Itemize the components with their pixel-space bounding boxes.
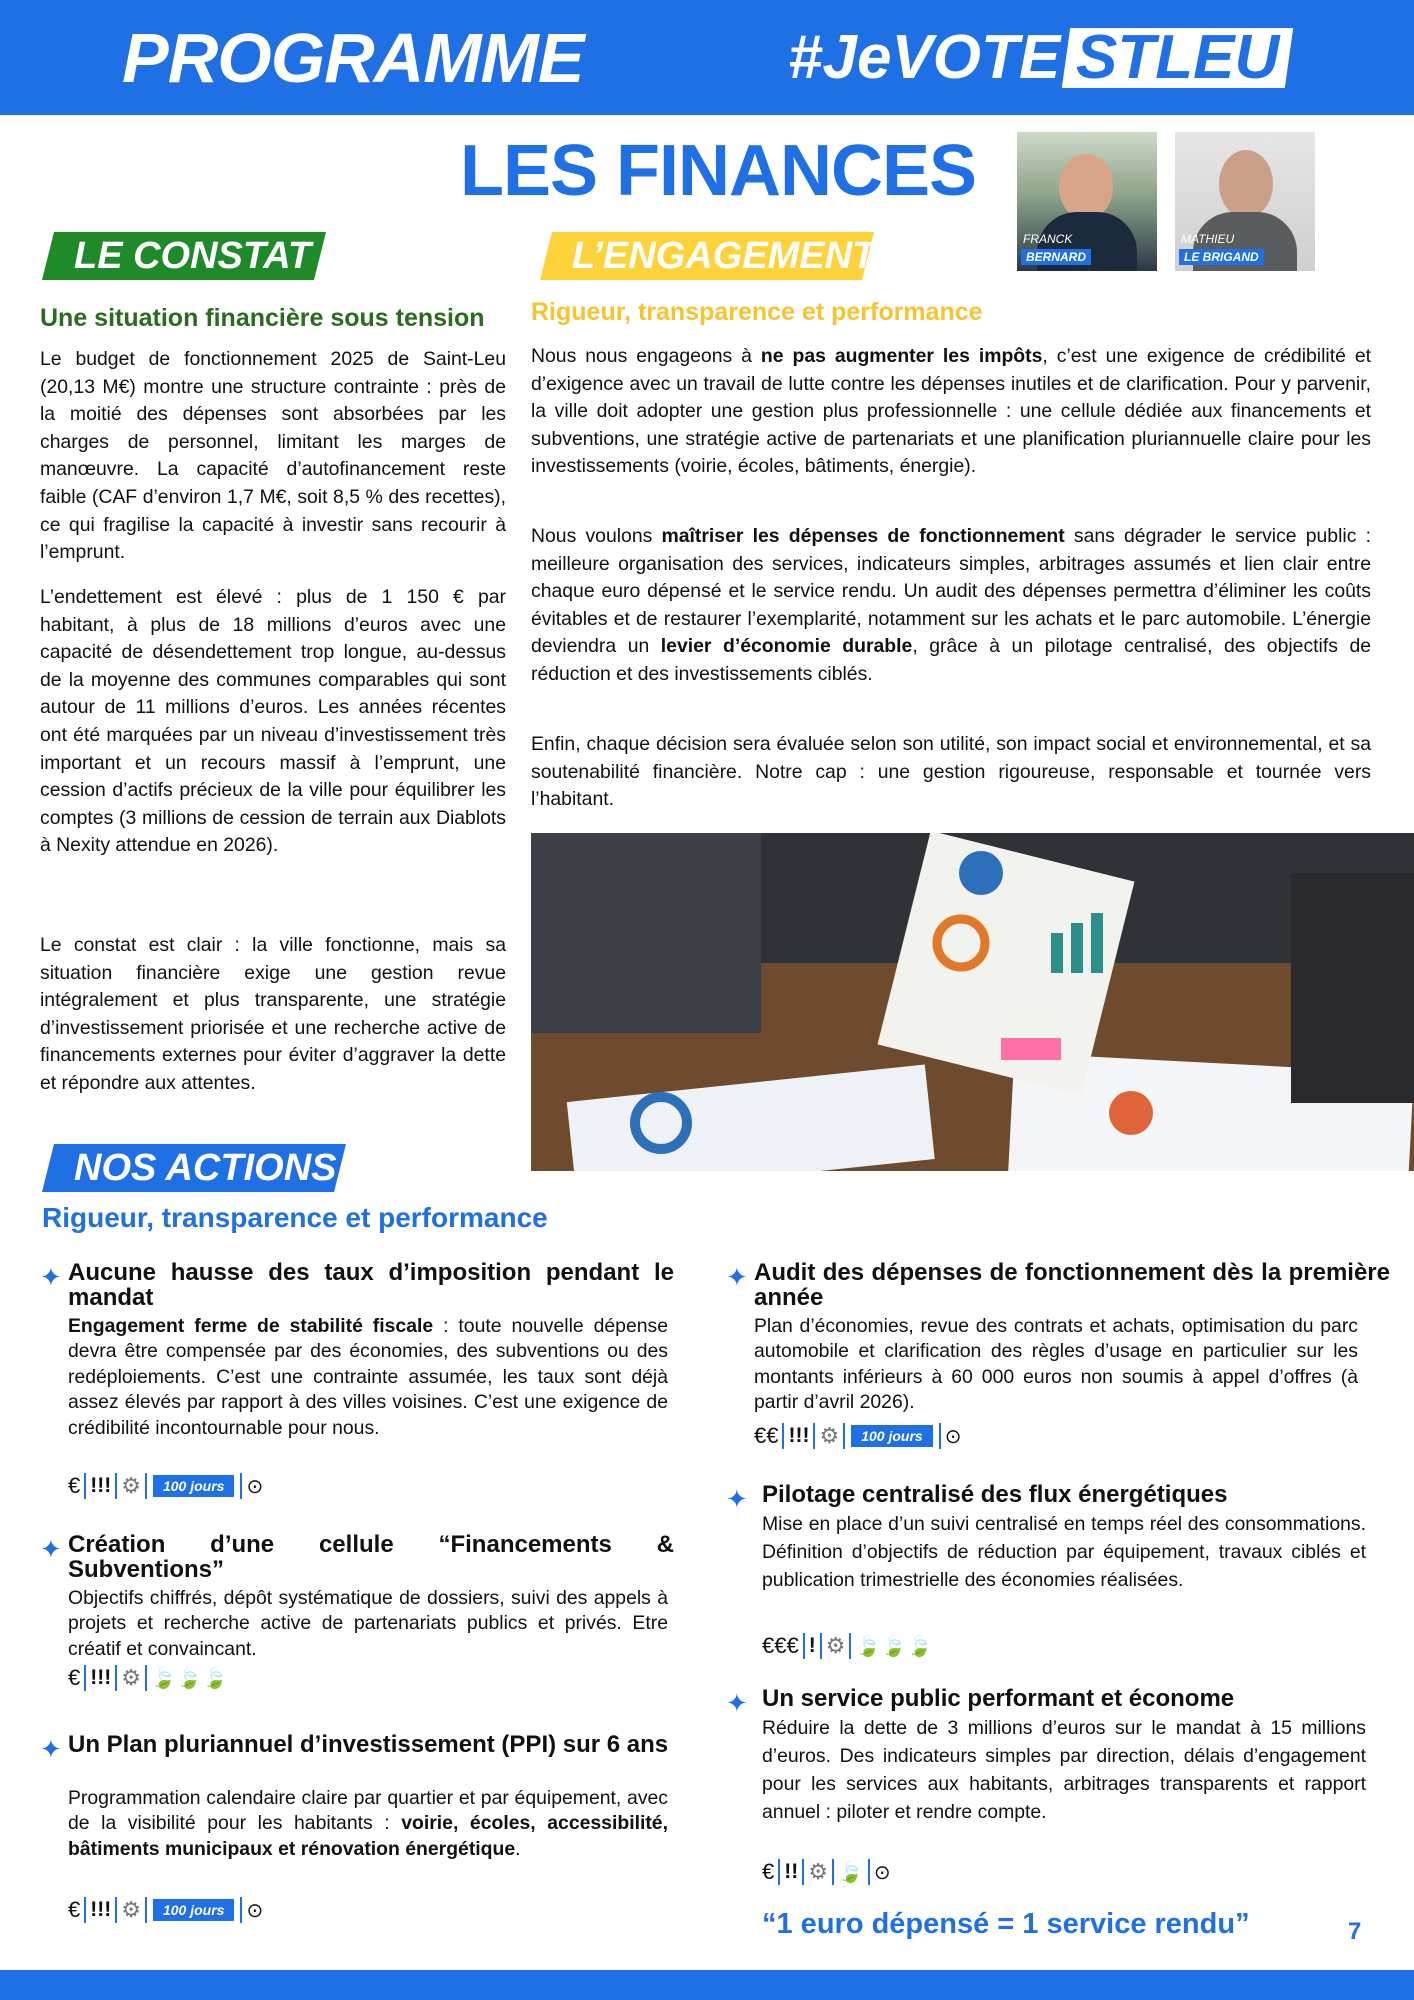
star-icon: ✦ — [726, 1484, 748, 1514]
target-icon: ⊙ — [944, 1425, 962, 1448]
cost-indicator: € — [762, 1859, 775, 1884]
engagement-subtitle: Rigueur, transparence et performance — [531, 298, 983, 326]
gear-icon: ⚙ — [121, 1665, 141, 1690]
timeline-badge: 100 jours — [153, 1475, 234, 1497]
leaf-icon: 🍃 — [837, 1861, 864, 1884]
target-icon: ⊙ — [246, 1475, 264, 1498]
constat-paragraph-3: Le constat est clair : la ville fonctionne, mais sa situation financière exige une gestion revue intégralement et plus transparente, une stratégie d’investissement priorisée et une recherche active de financements externes pour éviter d’aggraver la dette et répondre aux attentes. — [40, 934, 506, 1094]
star-icon: ✦ — [40, 1534, 62, 1564]
gear-icon: ⚙ — [819, 1423, 840, 1448]
engagement-paragraph-2: Nous voulons maîtriser les dépenses de fonctionnement sans dégrader le service public : meilleure organisation des services, indicateurs simples, arbitrages assumés et lien clair entre chaque euro dépensé et le service rendu. Un audit des dépenses permettra d’éliminer les coûts évitables et de restaurer l’exemplarité, notamment sur les achats et le parc automobile. L’énergie deviendra un levier d’économie durable, grâce à un pilotage centralisé, des objectifs de réduction et des investissements ciblés. — [531, 525, 1372, 685]
candidate-head — [1059, 154, 1113, 220]
candidate-last-name: LE BRIGAND — [1179, 249, 1264, 265]
constat-paragraph-2: L’endettement est élevé : plus de 1 150 € par habitant, à plus de 18 millions d’euros avec une capacité de désendettement trop longue, au-dessus de la moyenne des communes comparables qui sont autour de 11 millions d’euros. Les années récentes ont été marquées par un niveau d’investissement très important et un recours massif à l’emprunt, une cession d’actifs précieux de la ville pour équilibrer les comptes (3 millions de cession de terrain aux Diablots à Nexity attendue en 2026). — [40, 586, 506, 857]
gear-icon: ⚙ — [121, 1897, 141, 1922]
action-title: Création d’une cellule “Financements & Subventions” — [68, 1531, 674, 1583]
action-text: Engagement ferme de stabilité fiscale : toute nouvelle dépense devra être compensée par des économies, des subventions ou des redéploiements. C’est une contrainte assumée, les taux sont déjà assez élevés par rapport à des villes voisines. C’est une exigence de crédibilité incontournable pour nous. — [68, 1315, 669, 1439]
leaf-icon: 🍃🍃🍃 — [150, 1667, 229, 1690]
hashtag-box — [1062, 23, 1294, 92]
cost-indicator: €€€ — [762, 1633, 799, 1658]
action-text: Mise en place d’un suivi centralisé en temps réel des consommations. Définition d’objectifs de réduction par équipement, travaux ciblés et publication trimestrielle des économies réalisées. — [762, 1513, 1366, 1591]
actions-banner — [42, 1144, 346, 1192]
campaign-hashtag — [788, 22, 1289, 93]
meeting-illustration — [531, 833, 1414, 1171]
action-title: Pilotage centralisé des flux énergétiques — [762, 1481, 1228, 1508]
programme-title: PROGRAMME — [122, 19, 584, 97]
action-icons — [762, 1632, 933, 1660]
leaf-icon: 🍃🍃🍃 — [855, 1635, 934, 1658]
star-icon: ✦ — [726, 1262, 748, 1292]
actions-subtitle: Rigueur, transparence et performance — [42, 1202, 548, 1233]
urgency-indicator: ! — [808, 1634, 816, 1657]
urgency-indicator: !!! — [90, 1666, 112, 1689]
target-icon: ⊙ — [873, 1861, 891, 1884]
candidate-photo-le-brigand — [1175, 132, 1315, 271]
timeline-badge: 100 jours — [851, 1425, 932, 1447]
hashtag-prefix: #JeVOTE — [788, 23, 1061, 92]
engagement-banner — [540, 232, 874, 280]
gear-icon: ⚙ — [121, 1473, 141, 1498]
timeline-badge: 100 jours — [153, 1899, 234, 1921]
candidate-first-name: MATHIEU — [1181, 232, 1235, 246]
constat-banner — [42, 232, 326, 280]
hashtag-box-text: STLEU — [1076, 23, 1280, 92]
star-icon: ✦ — [726, 1688, 748, 1718]
action-title: Un service public performant et économe — [762, 1685, 1235, 1712]
slogan-quote: “1 euro dépensé = 1 service rendu” — [762, 1908, 1250, 1940]
candidate-head — [1219, 150, 1273, 218]
constat-subtitle: Une situation financière sous tension — [40, 304, 485, 332]
page-number: 7 — [1348, 1918, 1362, 1945]
engagement-banner-text: L’ENGAGEMENT — [572, 235, 876, 277]
star-icon: ✦ — [40, 1734, 62, 1764]
constat-paragraph-1: Le budget de fonctionnement 2025 de Saint-Leu (20,13 M€) montre une structure contrainte : près de la moitié des dépenses sont absorbées par les charges de personnel, limitant les marges de manœuvre. La capacité d’autofinancement reste faible (CAF d’environ 1,7 M€, soit 8,5 % des recettes), ce qui fragilise la capacité à investir sans recourir à l’emprunt. — [40, 348, 506, 564]
action-icons — [68, 1896, 263, 1924]
cost-indicator: € — [68, 1665, 81, 1690]
action-text: Réduire la dette de 3 millions d’euros sur le mandat à 15 millions d’euros. Des indicateurs simples par direction, délais d’engagement pour les services aux habitants, arbitrages transparents et rapport annuel : piloter et rendre compte. — [762, 1717, 1366, 1823]
candidate-last-name: BERNARD — [1021, 249, 1091, 265]
urgency-indicator: !! — [784, 1860, 799, 1883]
gear-icon: ⚙ — [808, 1859, 828, 1884]
actions-banner-text: NOS ACTIONS — [74, 1147, 337, 1189]
target-icon: ⊙ — [246, 1899, 264, 1922]
cost-indicator: € — [68, 1473, 81, 1498]
action-text: Objectifs chiffrés, dépôt systématique de dossiers, suivi des appels à projets et recherche active de partenariats publics et privés. Etre créatif et convaincant. — [68, 1587, 668, 1660]
candidate-photo-bernard — [1017, 132, 1157, 271]
finance-meeting-photo — [531, 833, 1414, 1171]
action-title: Aucune hausse des taux d’imposition pendant le mandat — [68, 1259, 674, 1311]
urgency-indicator: !!! — [90, 1474, 112, 1497]
urgency-indicator: !!! — [788, 1424, 810, 1447]
cost-indicator: €€ — [754, 1423, 779, 1448]
star-icon: ✦ — [40, 1262, 62, 1292]
action-icons — [762, 1858, 891, 1886]
page-title: LES FINANCES — [460, 131, 977, 211]
action-title: Un Plan pluriannuel d’investissement (PPI) sur 6 ans — [68, 1731, 669, 1758]
action-title: Audit des dépenses de fonctionnement dès la première année — [754, 1259, 1390, 1311]
action-text: Programmation calendaire claire par quartier et par équipement, avec de la visibilité pour les habitants : voirie, écoles, accessibilité, bâtiments municipaux et rénovation énergétique. — [68, 1787, 668, 1860]
action-text: Plan d’économies, revue des contrats et achats, optimisation du parc automobile et clarification des règles d’usage en particulier sur les montants inférieurs à 60 000 euros non soumis à appel d’offres (à partir d’avril 2026). — [754, 1315, 1358, 1414]
bottom-banner — [0, 1970, 1414, 2000]
action-icons — [754, 1422, 961, 1450]
gear-icon: ⚙ — [825, 1633, 846, 1658]
urgency-indicator: !!! — [90, 1898, 112, 1921]
action-icons — [68, 1472, 263, 1500]
candidate-first-name: FRANCK — [1023, 232, 1073, 246]
engagement-paragraph-1: Nous nous engageons à ne pas augmenter les impôts, c’est une exigence de crédibilité et d’exigence avec un travail de lutte contre les dépenses inutiles et de clarification. Pour y parvenir, la ville doit adopter une gestion plus professionnelle : une cellule dédiée aux financements et subventions, une stratégie active de partenariats et une planification pluriannuelle claire pour les investissements (voirie, écoles, bâtiments, énergie). — [531, 345, 1372, 478]
top-banner — [0, 0, 1414, 115]
cost-indicator: € — [68, 1897, 81, 1922]
constat-banner-text: LE CONSTAT — [74, 235, 312, 277]
action-icons — [68, 1664, 229, 1692]
engagement-paragraph-3: Enfin, chaque décision sera évaluée selon son utilité, son impact social et environnemental, et sa soutenabilité financière. Notre cap : une gestion rigoureuse, responsable et tournée vers l’habitant. — [531, 733, 1371, 811]
